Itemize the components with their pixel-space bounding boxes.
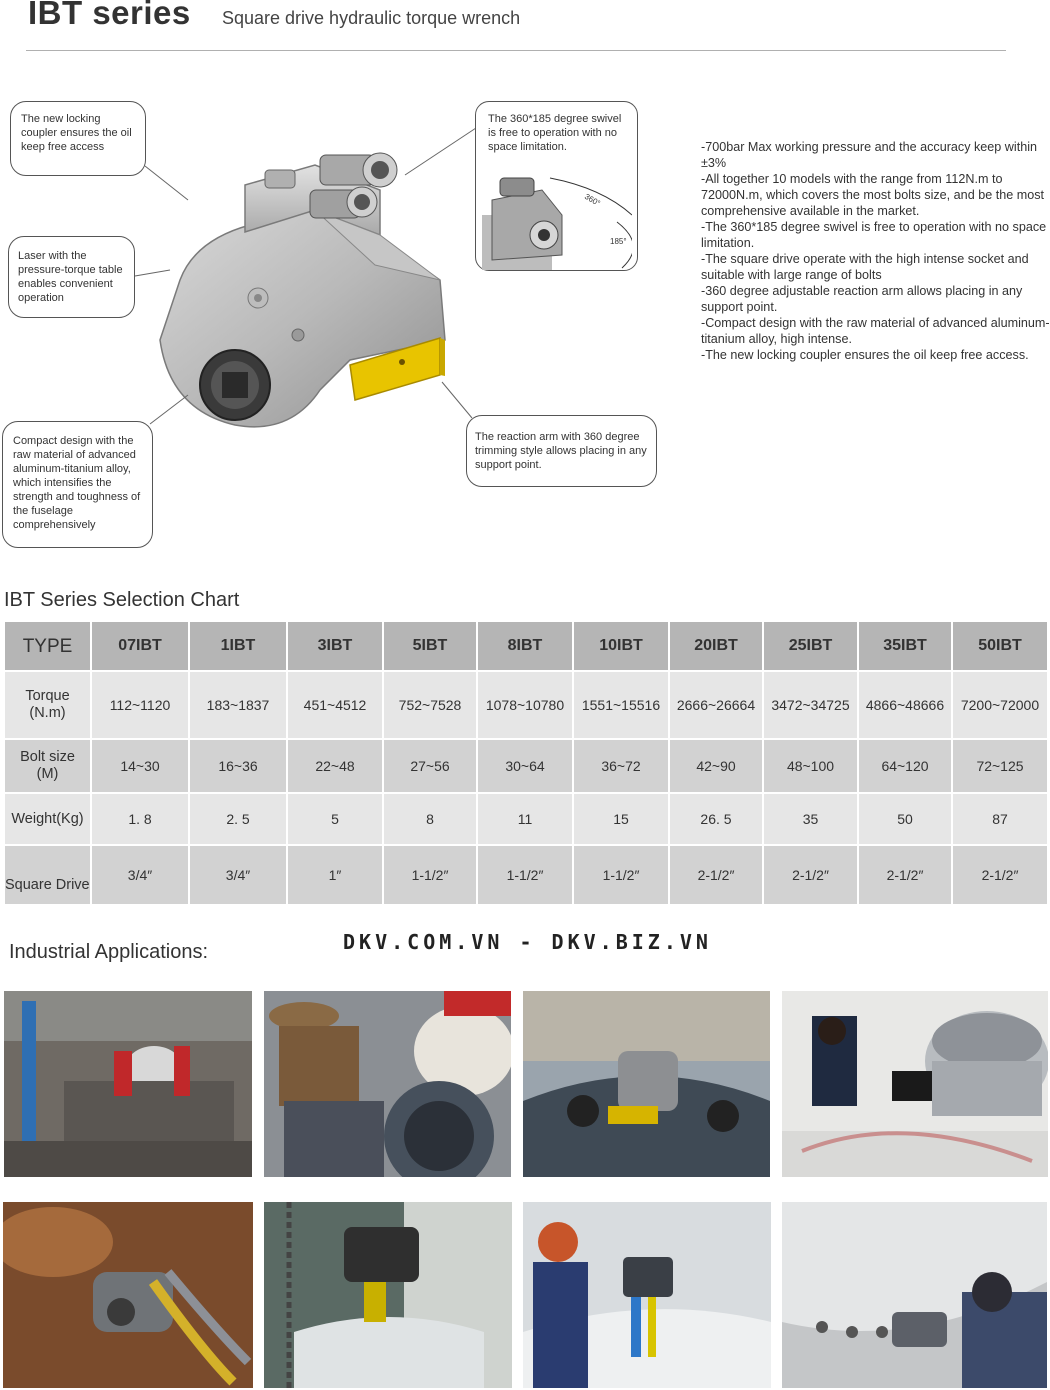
square-drive-label: Square Drive — [4, 845, 91, 905]
bolt-label-line1: Bolt size — [20, 749, 75, 765]
selection-chart-table — [3, 620, 1049, 906]
torque-label — [4, 671, 91, 739]
torque-cell: 1551~15516 — [573, 671, 669, 739]
bolt-cell: 22~48 — [287, 739, 383, 793]
feature-item: -The square drive operate with the high intense socket and suitable with large range of bolts — [701, 252, 1029, 282]
model-header: 25IBT — [763, 621, 858, 671]
swivel-angle-185: 185° — [610, 237, 627, 246]
model-header: 8IBT — [477, 621, 573, 671]
drive-cell: 2-1/2″ — [858, 845, 952, 905]
swivel-diagram — [482, 160, 632, 270]
weight-cell: 11 — [477, 793, 573, 845]
bolt-cell: 48~100 — [763, 739, 858, 793]
drive-cell: 3/4″ — [189, 845, 287, 905]
weight-cell: 8 — [383, 793, 477, 845]
drive-cell: 2-1/2″ — [952, 845, 1048, 905]
torque-cell: 183~1837 — [189, 671, 287, 739]
bolt-label-line2: (M) — [36, 766, 59, 782]
weight-cell: 26. 5 — [669, 793, 763, 845]
model-header: 07IBT — [91, 621, 189, 671]
table-row-weight — [4, 793, 1048, 845]
series-subtitle: Square drive hydraulic torque wrench — [222, 8, 521, 28]
weight-cell: 15 — [573, 793, 669, 845]
model-header: 50IBT — [952, 621, 1048, 671]
application-photo-5 — [3, 1202, 253, 1388]
application-photo-2 — [264, 991, 511, 1177]
swivel-angle-360: 360° — [583, 191, 602, 209]
table-row-torque — [4, 671, 1048, 739]
torque-cell: 451~4512 — [287, 671, 383, 739]
callout-coupler: The new locking coupler ensures the oil keep free access — [10, 101, 146, 176]
feature-item: -Compact design with the raw material of advanced aluminum-titanium alloy, high intense. — [701, 316, 1050, 346]
model-header: 1IBT — [189, 621, 287, 671]
drive-cell: 1-1/2″ — [573, 845, 669, 905]
bolt-cell: 42~90 — [669, 739, 763, 793]
bolt-cell: 72~125 — [952, 739, 1048, 793]
type-header: TYPE — [4, 621, 91, 671]
bolt-cell: 36~72 — [573, 739, 669, 793]
application-photo-1 — [4, 991, 252, 1177]
torque-cell: 2666~26664 — [669, 671, 763, 739]
torque-cell: 1078~10780 — [477, 671, 573, 739]
bolt-cell: 30~64 — [477, 739, 573, 793]
drive-cell: 2-1/2″ — [763, 845, 858, 905]
weight-cell: 1. 8 — [91, 793, 189, 845]
torque-cell: 7200~72000 — [952, 671, 1048, 739]
model-header: 35IBT — [858, 621, 952, 671]
feature-item: -The 360*185 degree swivel is free to operation with no space limitation. — [701, 220, 1047, 250]
weight-cell: 87 — [952, 793, 1048, 845]
table-row-bolt-size — [4, 739, 1048, 793]
drive-cell: 1-1/2″ — [383, 845, 477, 905]
weight-cell: 50 — [858, 793, 952, 845]
callout-swivel — [475, 101, 638, 271]
application-photo-3 — [523, 991, 770, 1177]
bolt-size-label — [4, 739, 91, 793]
torque-cell: 4866~48666 — [858, 671, 952, 739]
application-photo-7 — [523, 1202, 771, 1388]
drive-cell: 3/4″ — [91, 845, 189, 905]
feature-item: -700bar Max working pressure and the accuracy keep within ±3% — [701, 140, 1038, 170]
application-photo-8 — [782, 1202, 1047, 1388]
weight-cell: 5 — [287, 793, 383, 845]
model-header: 3IBT — [287, 621, 383, 671]
torque-label-line1: Torque — [25, 688, 70, 704]
table-header-row — [4, 621, 1048, 671]
feature-list — [701, 139, 1050, 363]
drive-cell: 1″ — [287, 845, 383, 905]
model-header: 5IBT — [383, 621, 477, 671]
drive-cell: 1-1/2″ — [477, 845, 573, 905]
bolt-cell: 64~120 — [858, 739, 952, 793]
bolt-cell: 14~30 — [91, 739, 189, 793]
torque-cell: 112~1120 — [91, 671, 189, 739]
feature-item: -The new locking coupler ensures the oil keep free access. — [701, 348, 1029, 362]
callout-laser: Laser with the pressure-torque table enables convenient operation — [8, 236, 135, 318]
model-header: 20IBT — [669, 621, 763, 671]
weight-label: Weight(Kg) — [4, 793, 91, 845]
applications-title: Industrial Applications: — [9, 941, 209, 963]
callout-reaction-arm: The reaction arm with 360 degree trimming style allows placing in any support point. — [466, 415, 657, 487]
series-title: IBT series — [28, 0, 191, 31]
feature-item: -All together 10 models with the range from 112N.m to 72000N.m, which covers the most bolts size, and be the most comprehensive available in the market. — [701, 172, 1044, 218]
selection-chart-title: IBT Series Selection Chart — [4, 589, 240, 611]
website-banner: DKV.COM.VN - DKV.BIZ.VN — [343, 930, 712, 954]
model-header: 10IBT — [573, 621, 669, 671]
torque-cell: 3472~34725 — [763, 671, 858, 739]
drive-cell: 2-1/2″ — [669, 845, 763, 905]
bolt-cell: 16~36 — [189, 739, 287, 793]
callout-compact: Compact design with the raw material of advanced aluminum-titanium alloy, which intensifies the strength and toughness of the fuselage comprehensively — [2, 421, 153, 548]
table-row-square-drive — [4, 845, 1048, 905]
application-photo-4 — [782, 991, 1048, 1177]
feature-item: -360 degree adjustable reaction arm allows placing in any support point. — [701, 284, 1023, 314]
application-photo-6 — [264, 1202, 512, 1388]
weight-cell: 35 — [763, 793, 858, 845]
bolt-cell: 27~56 — [383, 739, 477, 793]
weight-cell: 2. 5 — [189, 793, 287, 845]
torque-cell: 752~7528 — [383, 671, 477, 739]
torque-label-line2: (N.m) — [29, 705, 66, 721]
callout-swivel-text: The 360*185 degree swivel is free to operation with no space limitation. — [488, 113, 622, 153]
